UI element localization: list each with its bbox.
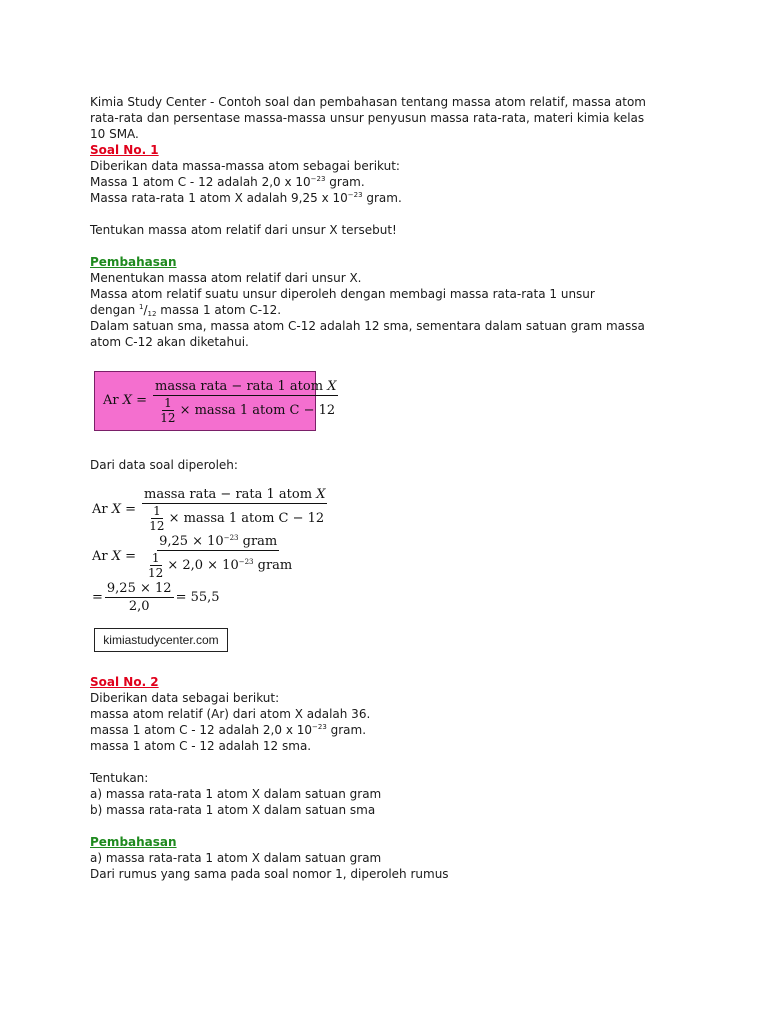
formula-fraction: massa rata − rata 1 atom X $\frac{1}{12}$ × massa 1 atom C − 12 <box>155 378 337 425</box>
pembahasan1-line: Menentukan massa atom relatif dari unsur X. <box>90 271 362 285</box>
formula-box: Ar X = massa rata − rata 1 atom X $\frac{1}{12}$ × massa 1 atom C − 12 <box>94 371 316 431</box>
soal2-line: massa 1 atom C - 12 adalah 12 sma. <box>90 739 312 753</box>
soal1-line: Massa rata-rata 1 atom X adalah 9,25 x $10^{-23}$ gram. <box>90 191 402 205</box>
soal2-line: massa 1 atom C - 12 adalah 2,0 x $10^{-23}$ gram. <box>90 723 367 737</box>
calc-row-general: Ar X = massa rata − rata 1 atom X $\frac{1}{12}$ × massa 1 atom C − 12 <box>92 487 326 533</box>
calculation <box>92 487 329 616</box>
soal2-tentukan: Tentukan: <box>90 771 149 785</box>
soal1-question: Tentukan massa atom relatif dari unsur X tersebut! <box>90 223 397 237</box>
calc-row-result: = $\frac{9,25 \times 12}{2,0}$ = 55,5 <box>92 581 220 614</box>
soal2-item-b: b) massa rata-rata 1 atom X dalam satuan sma <box>90 803 376 817</box>
pembahasan1-line: Massa atom relatif suatu unsur diperoleh dengan membagi massa rata-rata 1 unsur <box>90 287 595 301</box>
pembahasan2-line: a) massa rata-rata 1 atom X dalam satuan gram <box>90 851 382 865</box>
soal2-item-a: a) massa rata-rata 1 atom X dalam satuan gram <box>90 787 382 801</box>
intro-paragraph: Kimia Study Center - Contoh soal dan pembahasan tentang massa atom relatif, massa atom rata-rata dan persentase massa-massa unsur penyusun massa rata-rata, materi kimia kelas 10 SMA. <box>90 95 646 141</box>
soal1-line: Diberikan data massa-massa atom sebagai berikut: <box>90 159 400 173</box>
article-body <box>90 94 650 881</box>
soal2-section <box>90 674 650 882</box>
from-data-text: Dari data soal diperoleh: <box>90 458 238 472</box>
site-watermark-label: kimiastudycenter.com <box>94 628 228 652</box>
soal2-heading: Soal No. 2 <box>90 675 159 689</box>
pembahasan2-line: Dari rumus yang sama pada soal nomor 1, diperoleh rumus <box>90 867 449 881</box>
soal1-heading: Soal No. 1 <box>90 143 159 157</box>
soal1-line: Massa 1 atom C - 12 adalah 2,0 x $10^{-23}$ gram. <box>90 175 365 189</box>
pembahasan1-heading: Pembahasan <box>90 255 177 269</box>
soal2-line: massa atom relatif (Ar) dari atom X adalah 36. <box>90 707 371 721</box>
pembahasan1-line: Dalam satuan sma, massa atom C-12 adalah 12 sma, sementara dalam satuan gram massa atom C-12 akan diketahui. <box>90 319 645 349</box>
pembahasan1-line: dengan $^1/_{12}$ massa 1 atom C-12. <box>90 303 282 318</box>
pembahasan2-heading: Pembahasan <box>90 835 177 849</box>
soal2-line: Diberikan data sebagai berikut: <box>90 691 280 705</box>
calc-row-substituted: Ar X = $9,25 \times 10^{-23}$ gram $\frac{1}{12}$ × $2,0 \times 10^{-23}$ gram <box>92 534 293 580</box>
